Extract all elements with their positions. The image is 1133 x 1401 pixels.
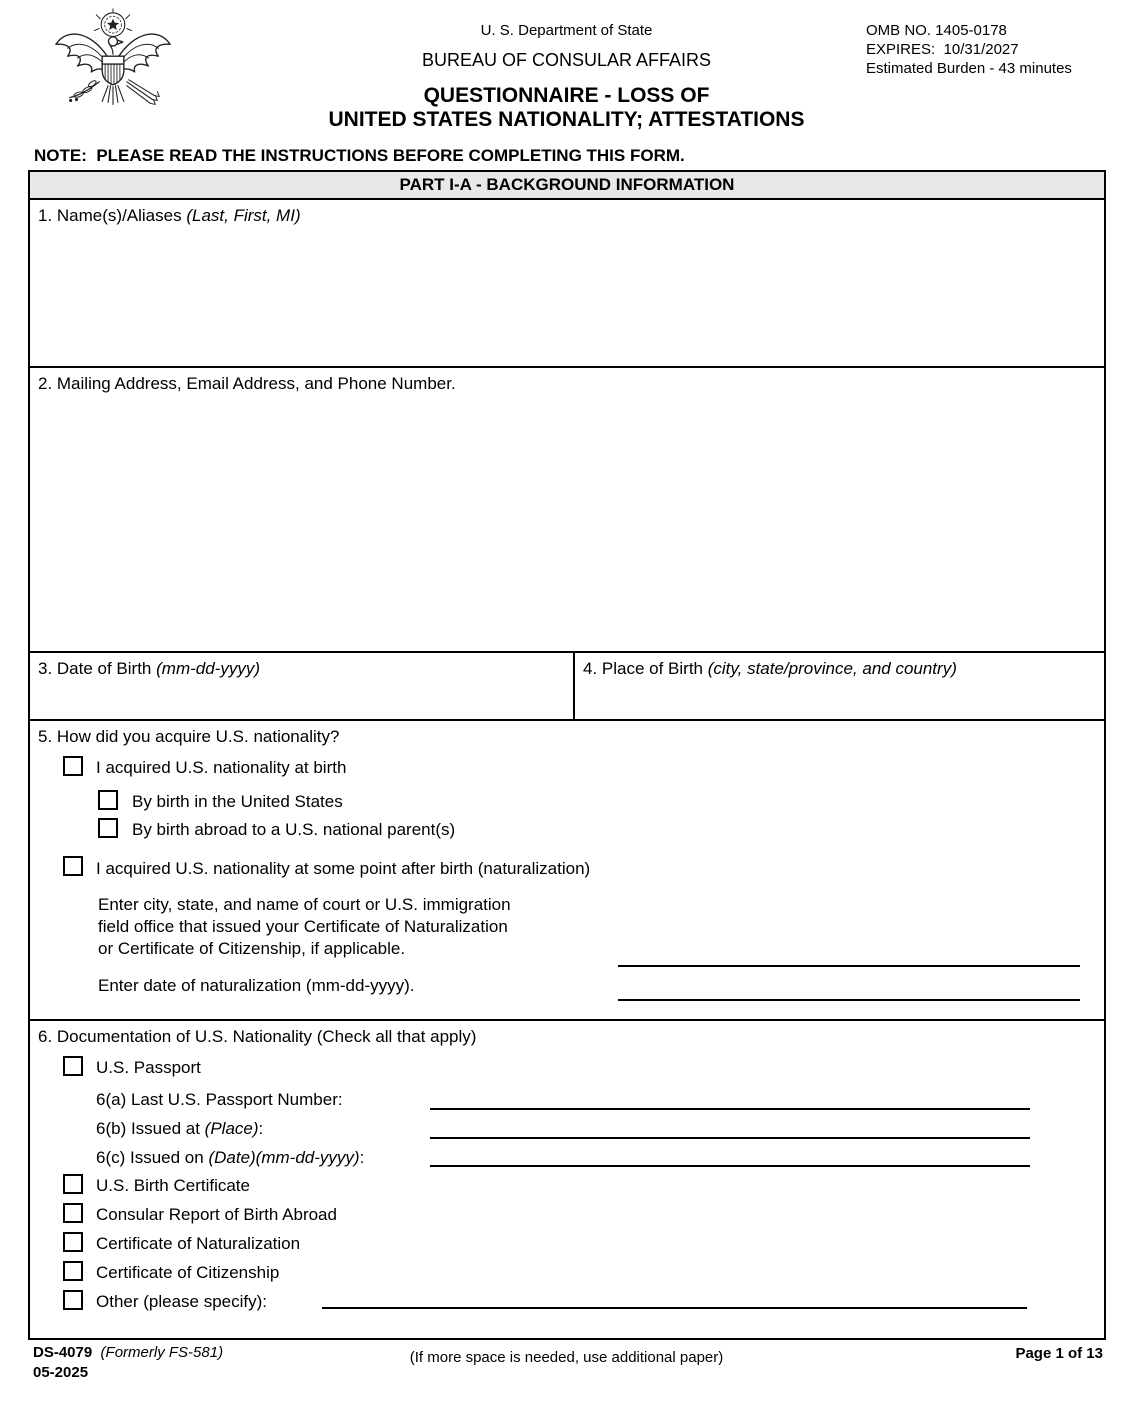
field-6-label: 6. Documentation of U.S. Nationality (Check all that apply): [38, 1027, 477, 1046]
checkbox-birth-in-us[interactable]: [98, 790, 118, 810]
checkbox-other[interactable]: [63, 1290, 83, 1310]
option-certificate-citizenship: Certificate of Citizenship: [96, 1263, 280, 1282]
option-us-passport: U.S. Passport: [96, 1058, 201, 1077]
department-line: U. S. Department of State: [480, 22, 653, 39]
field-2-mailing: [30, 368, 1104, 653]
option-us-birth-certificate: U.S. Birth Certificate: [96, 1176, 250, 1195]
field-1-input-area[interactable]: [32, 232, 1102, 364]
omb-block: [866, 21, 1072, 78]
part-ia-header: PART I-A - BACKGROUND INFORMATION: [30, 172, 1104, 200]
naturalization-date-input-line[interactable]: [618, 999, 1080, 1001]
checkbox-birth-abroad[interactable]: [98, 818, 118, 838]
field-6c-label: 6(c) Issued on (Date)(mm-dd-yyyy):: [96, 1148, 365, 1167]
naturalization-court-instructions: Enter city, state, and name of court or U.S. immigration field office that issued your Certificate of Naturalization or Certificate of Citizenship, if applicable.: [98, 895, 511, 958]
field-5-acquisition: [30, 721, 1104, 1021]
passport-issued-at-input-line[interactable]: [430, 1137, 1030, 1139]
footer-page-number: Page 1 of 13: [1015, 1345, 1103, 1362]
field-6b-label: 6(b) Issued at (Place):: [96, 1119, 264, 1138]
checkbox-acquired-after-birth[interactable]: [63, 856, 83, 876]
omb-burden: Estimated Burden - 43 minutes: [866, 60, 1072, 77]
passport-issued-on-input-line[interactable]: [430, 1165, 1030, 1167]
checkbox-us-birth-certificate[interactable]: [63, 1174, 83, 1194]
field-3-label: 3. Date of Birth (mm-dd-yyyy): [38, 659, 261, 678]
note-line: NOTE: PLEASE READ THE INSTRUCTIONS BEFORE COMPLETING THIS FORM.: [34, 146, 685, 165]
omb-expires: EXPIRES: 10/31/2027: [866, 41, 1019, 58]
field-4-place-of-birth: [575, 653, 1104, 719]
form-formerly: (Formerly FS-581): [100, 1344, 224, 1361]
checkbox-acquired-at-birth[interactable]: [63, 756, 83, 776]
part-ia-table: [28, 170, 1106, 1340]
field-1-names: [30, 200, 1104, 368]
field-5-label: 5. How did you acquire U.S. nationality?: [38, 727, 340, 746]
form-title-line1: QUESTIONNAIRE - LOSS OF: [423, 84, 710, 107]
omb-number: OMB NO. 1405-0178: [866, 22, 1007, 39]
field-1-label: 1. Name(s)/Aliases (Last, First, MI): [38, 206, 301, 225]
passport-number-input-line[interactable]: [430, 1108, 1030, 1110]
naturalization-court-input-line[interactable]: [618, 965, 1080, 967]
field-2-label: 2. Mailing Address, Email Address, and Phone Number.: [38, 374, 456, 393]
option-consular-report: Consular Report of Birth Abroad: [96, 1205, 337, 1224]
field-6-documentation: [30, 1021, 1104, 1338]
option-certificate-naturalization: Certificate of Naturalization: [96, 1234, 301, 1253]
option-birth-abroad: By birth abroad to a U.S. national parent(s): [132, 820, 456, 839]
field-6a-label: 6(a) Last U.S. Passport Number:: [96, 1090, 343, 1109]
option-other: Other (please specify):: [96, 1292, 268, 1311]
option-birth-in-us: By birth in the United States: [132, 792, 343, 811]
field-4-label: 4. Place of Birth (city, state/province, and country): [583, 659, 957, 678]
field-3-4-row: [30, 653, 1104, 721]
bureau-line: BUREAU OF CONSULAR AFFAIRS: [421, 50, 712, 70]
checkbox-certificate-citizenship[interactable]: [63, 1261, 83, 1281]
checkbox-consular-report[interactable]: [63, 1203, 83, 1223]
field-2-input-area[interactable]: [32, 400, 1102, 649]
other-specify-input-line[interactable]: [322, 1307, 1027, 1309]
form-revision-date: 05-2025: [33, 1364, 89, 1381]
form-title-line2: UNITED STATES NATIONALITY; ATTESTATIONS: [328, 108, 805, 131]
checkbox-certificate-naturalization[interactable]: [63, 1232, 83, 1252]
footer-note: (If more space is needed, use additional paper): [409, 1349, 724, 1366]
checkbox-us-passport[interactable]: [63, 1056, 83, 1076]
naturalization-date-label: Enter date of naturalization (mm-dd-yyyy).: [98, 976, 415, 995]
field-4-input-area[interactable]: [32, 685, 1102, 717]
option-acquired-after-birth: I acquired U.S. nationality at some point after birth (naturalization): [96, 859, 591, 878]
form-number: DS-4079: [33, 1344, 93, 1361]
option-acquired-at-birth: I acquired U.S. nationality at birth: [96, 758, 347, 777]
